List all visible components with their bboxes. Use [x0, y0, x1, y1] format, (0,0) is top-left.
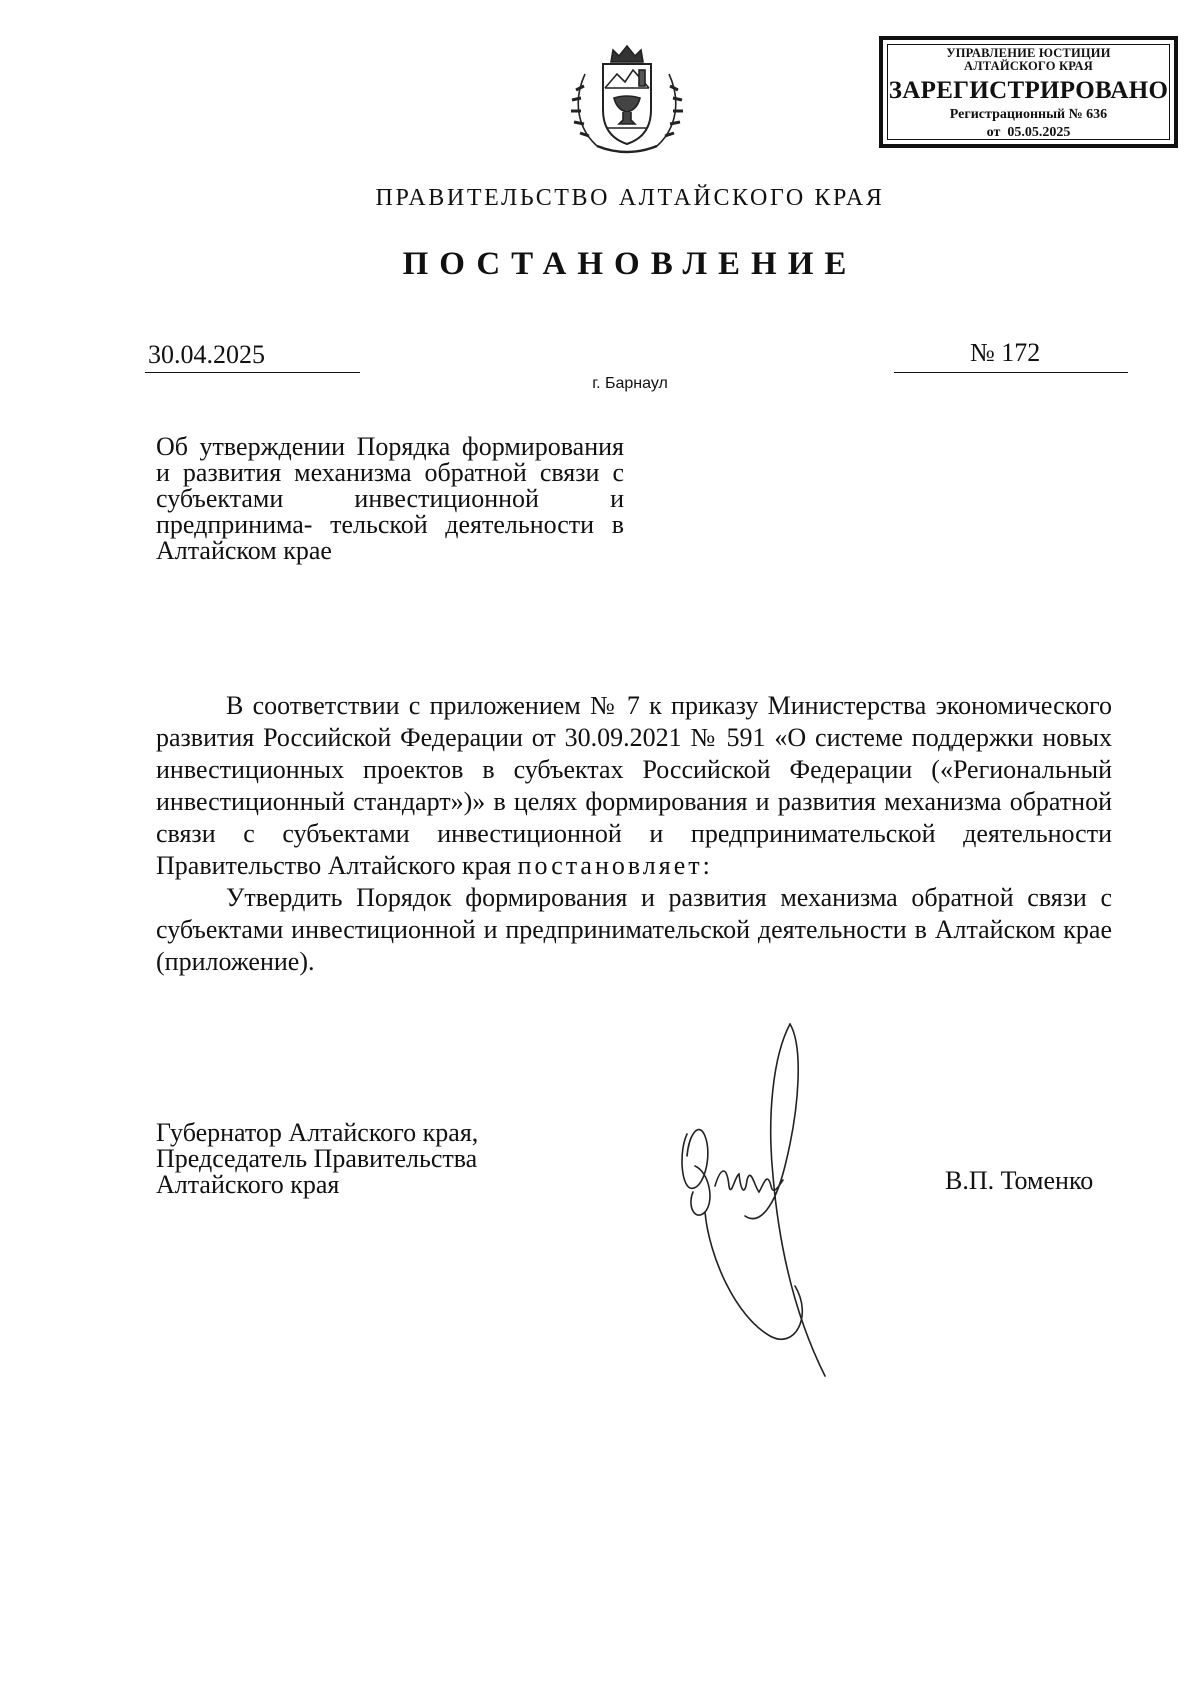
- signer-title: [156, 1120, 478, 1198]
- stamp-inner-border: [887, 44, 1170, 140]
- signer-name: В.П. Томенко: [945, 1166, 1094, 1195]
- registration-stamp: [879, 36, 1178, 148]
- signer-title-line3: Алтайского края: [156, 1170, 340, 1199]
- signer-title-line1: Губернатор Алтайского края,: [156, 1118, 479, 1147]
- number-underline: [894, 372, 1128, 373]
- date-underline: [145, 372, 360, 373]
- stamp-registration-number: Регистрационный № 636: [949, 107, 1108, 122]
- decree-word: постановляет:: [517, 851, 713, 880]
- preamble-text: В соответствии с приложением № 7 к приказу Министерства экономического развития Российской Федерации от 30.09.2021 № 591 «О системе поддержки новых инвестиционных проектов в субъектах Российской Федерации («Региональный инвестиционный стандарт»)» в целях формирования и развития механизма обратной связи с субъектами инвестиционной и предпринимательской деятельности Правительство Алтайского края: [156, 691, 1112, 880]
- preamble-paragraph: [156, 690, 1112, 882]
- handwritten-signature: [675, 1016, 845, 1386]
- coat-of-arms-emblem: [567, 38, 687, 164]
- document-subject: Об утверждении Порядка формирования и развития механизма обратной связи с субъектами инвестиционной и предпринима- тельской деятельности в Алтайском крае: [156, 432, 624, 565]
- stamp-status: ЗАРЕГИСТРИРОВАНО: [888, 77, 1169, 104]
- stamp-agency-line1: УПРАВЛЕНИЕ ЮСТИЦИИ: [946, 46, 1111, 60]
- document-type: ПОСТАНОВЛЕНИЕ: [402, 246, 858, 282]
- document-number: № 172: [970, 338, 1041, 367]
- document-body: [156, 690, 1112, 978]
- document-date: 30.04.2025: [148, 340, 265, 369]
- government-title: ПРАВИТЕЛЬСТВО АЛТАЙСКОГО КРАЯ: [375, 185, 885, 211]
- resolution-paragraph: Утвердить Порядок формирования и развития механизма обратной связи с субъектами инвестиционной и предпринимательской деятельности в Алтайском крае (приложение).: [156, 883, 1112, 976]
- stamp-registration-date: от 05.05.2025: [986, 125, 1071, 140]
- document-city: г. Барнаул: [592, 375, 668, 392]
- signer-title-line2: Председатель Правительства: [156, 1144, 478, 1173]
- stamp-agency-line2: АЛТАЙСКОГО КРАЯ: [964, 59, 1093, 73]
